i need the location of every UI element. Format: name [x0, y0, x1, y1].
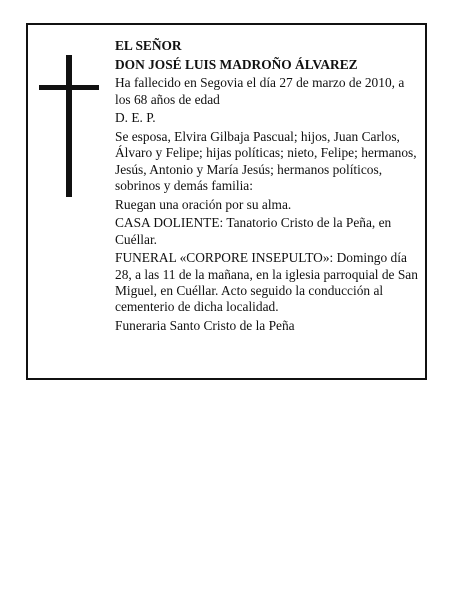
deceased-name: DON JOSÉ LUIS MADROÑO ÁLVAREZ: [115, 56, 358, 72]
family-list: Se esposa, Elvira Gilbaja Pascual; hijos, Juan Carlos, Álvaro y Felipe; hijas políticas; nieto, Felipe; hermanos, Jesús, Antonio y María Jesús; hermanos políticos, sobrinos y demás familia:: [115, 128, 417, 193]
mourning-house: CASA DOLIENTE: Tanatorio Cristo de la Peña, en Cuéllar.: [115, 215, 392, 247]
latin-cross-icon: [39, 55, 99, 197]
obituary-notice: [26, 23, 427, 380]
obituary-text: [115, 38, 420, 337]
cross-vertical-beam: [66, 55, 72, 197]
funeral-details: FUNERAL «CORPORE INSEPULTO»: Domingo día 28, a las 11 de la mañana, en la iglesia parroquial de San Miguel, en Cuéllar. Acto seguido la conducción al cementerio de dicha localidad.: [115, 250, 418, 315]
rest-in-peace: D. E. P.: [115, 110, 156, 126]
funeral-home: Funeraria Santo Cristo de la Peña: [115, 318, 295, 333]
prayer-request: Ruegan una oración por su alma.: [115, 196, 292, 212]
cross-horizontal-beam: [39, 85, 99, 90]
death-info: Ha fallecido en Segovia el día 27 de marzo de 2010, a los 68 años de edad: [115, 75, 405, 107]
notice-heading: EL SEÑOR: [115, 38, 182, 53]
